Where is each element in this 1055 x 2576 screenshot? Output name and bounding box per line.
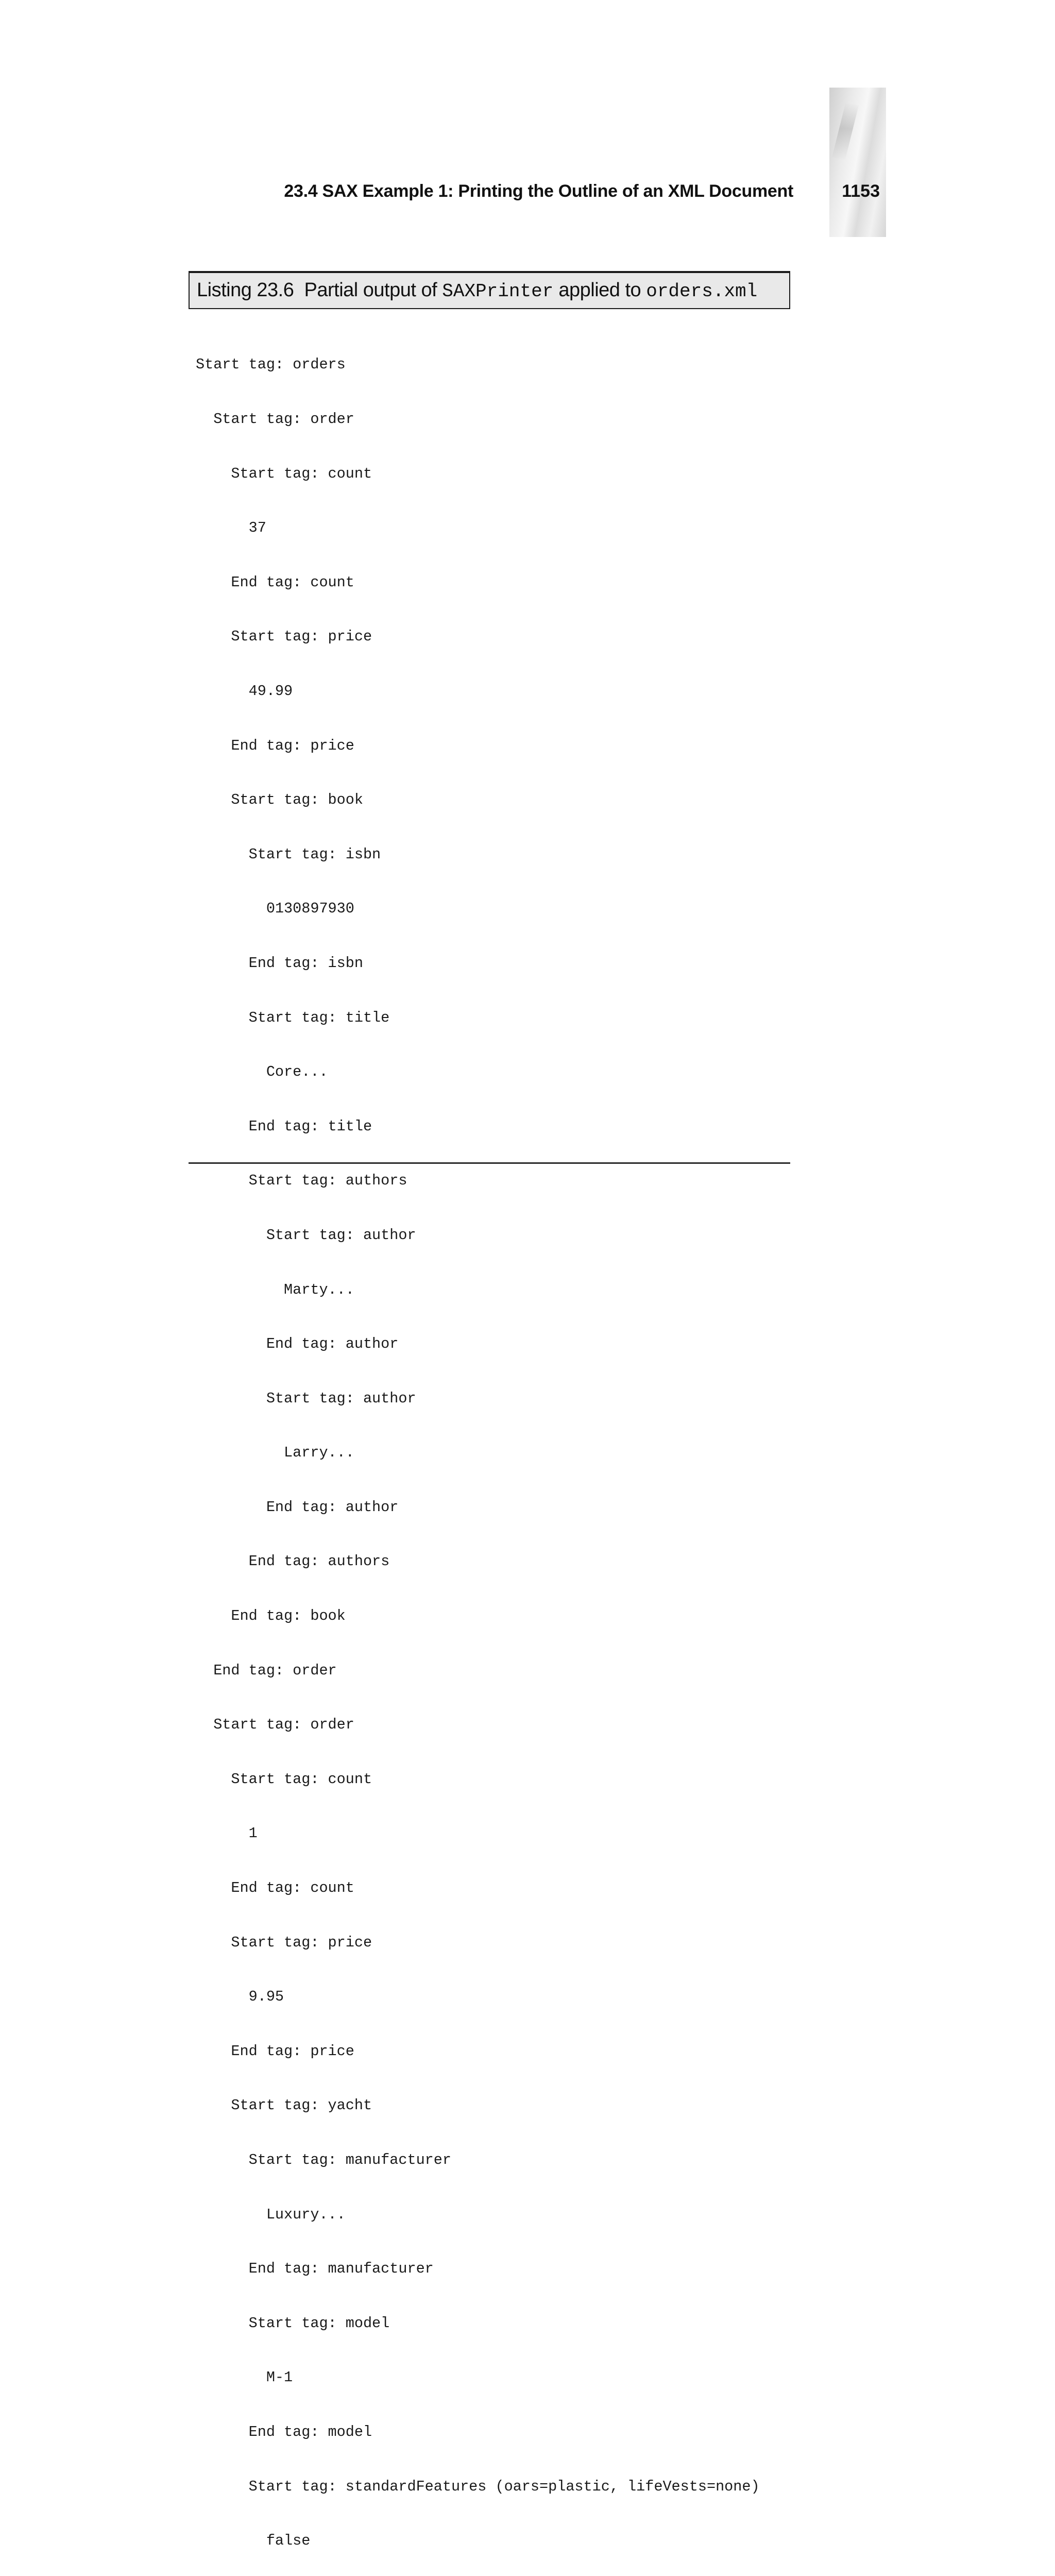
page-number: 1153	[842, 181, 880, 201]
output-line: Start tag: count	[196, 465, 372, 482]
output-line: Luxury...	[196, 2206, 346, 2223]
output-line: false	[196, 2532, 311, 2550]
output-line: 49.99	[196, 682, 293, 700]
output-line: End tag: count	[196, 573, 354, 591]
listing-class-name: SAXPrinter	[442, 281, 554, 302]
output-line: Start tag: author	[196, 1389, 416, 1407]
running-head-title: 23.4 SAX Example 1: Printing the Outline of an XML Document	[284, 181, 793, 201]
output-line: Start tag: model	[196, 2314, 390, 2332]
output-line: M-1	[196, 2369, 293, 2386]
output-line: Start tag: manufacturer	[196, 2151, 451, 2168]
output-line: 9.95	[196, 1988, 284, 2006]
output-line: End tag: manufacturer	[196, 2260, 434, 2278]
output-line: End tag: title	[196, 1117, 372, 1135]
thumb-index-tab	[829, 88, 886, 237]
output-line: End tag: model	[196, 2423, 372, 2441]
output-line: 1	[196, 1825, 258, 1842]
output-line: End tag: author	[196, 1335, 399, 1353]
output-line: End tag: authors	[196, 1553, 390, 1570]
output-line: End tag: isbn	[196, 954, 363, 972]
output-line: End tag: book	[196, 1607, 346, 1625]
output-line: Start tag: count	[196, 1770, 372, 1788]
output-line: Start tag: price	[196, 628, 372, 646]
output-line: Start tag: order	[196, 411, 354, 428]
output-line: End tag: author	[196, 1498, 399, 1516]
output-line: Start tag: book	[196, 791, 363, 809]
output-line: 0130897930	[196, 900, 354, 918]
listing-title	[189, 271, 790, 309]
listing-caption-prefix: Partial output of	[304, 279, 437, 301]
output-line: End tag: price	[196, 737, 354, 754]
listing-caption-middle: applied to	[558, 279, 641, 301]
output-line: Start tag: yacht	[196, 2097, 372, 2114]
output-line: Start tag: orders	[196, 356, 346, 374]
output-line: End tag: price	[196, 2042, 354, 2060]
output-line: Start tag: order	[196, 1716, 354, 1734]
output-line: Start tag: authors	[196, 1172, 407, 1190]
program-output	[196, 319, 760, 2576]
output-line: Start tag: price	[196, 1934, 372, 1951]
output-line: Core...	[196, 1063, 328, 1081]
listing-label: Listing 23.6	[197, 279, 294, 301]
listing-file-name: orders.xml	[646, 281, 758, 302]
output-line: End tag: count	[196, 1879, 354, 1897]
output-line: Larry...	[196, 1444, 354, 1462]
output-line: Start tag: standardFeatures (oars=plastic, lifeVests=none)	[196, 2478, 760, 2495]
output-line: Start tag: title	[196, 1009, 390, 1026]
output-line: Start tag: author	[196, 1226, 416, 1244]
output-line: End tag: order	[196, 1662, 337, 1679]
listing-bottom-rule	[189, 1162, 790, 1164]
output-line: 37	[196, 519, 266, 537]
output-line: Start tag: isbn	[196, 845, 381, 863]
output-line: Marty...	[196, 1281, 354, 1298]
